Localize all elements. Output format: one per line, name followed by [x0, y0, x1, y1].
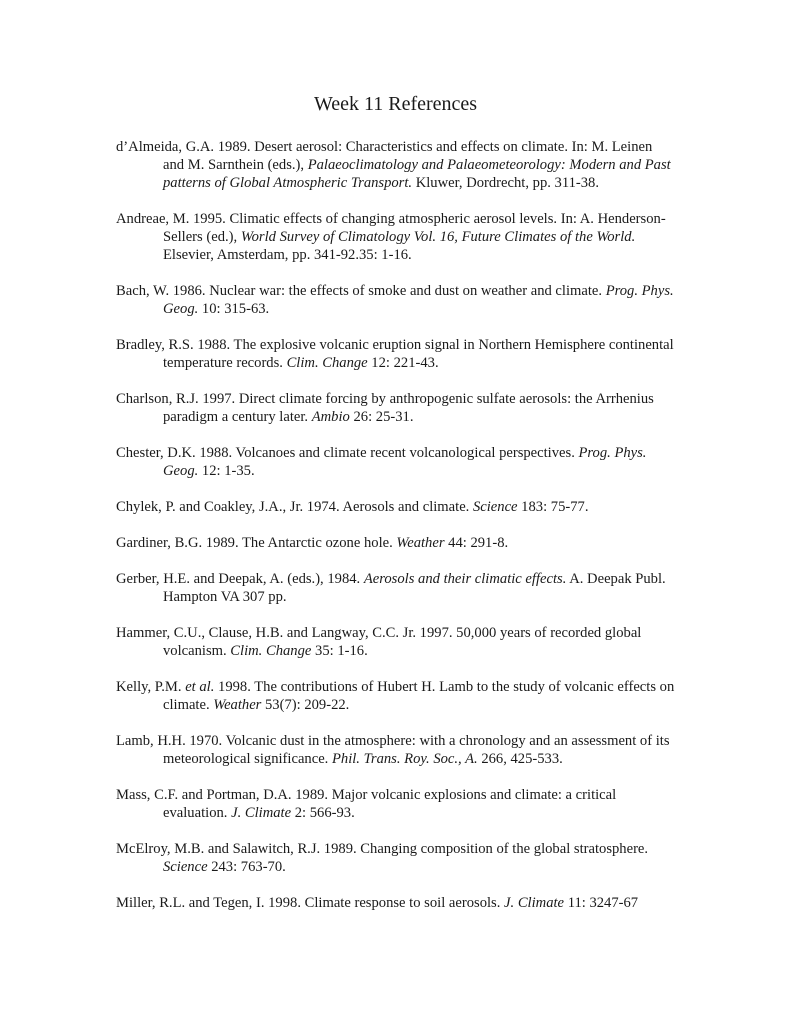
- reference-text: Gerber, H.E. and Deepak, A. (eds.), 1984.: [116, 571, 364, 587]
- reference-italic-text: Weather: [396, 535, 445, 551]
- reference-text: Bach, W. 1986. Nuclear war: the effects of smoke and dust on weather and climate.: [116, 283, 606, 299]
- reference-italic-text: Science: [163, 859, 208, 875]
- reference-text: 10: 315-63.: [198, 301, 270, 317]
- page-title: Week 11 References: [313, 93, 478, 115]
- reference-text: Kelly, P.M.: [116, 679, 186, 695]
- reference-entry: [116, 786, 676, 822]
- reference-text: Kluwer, Dordrecht, pp. 311-38.: [412, 175, 599, 191]
- reference-text: Elsevier, Amsterdam, pp. 341-92.35: 1-16.: [163, 247, 412, 263]
- reference-text: Gardiner, B.G. 1989. The Antarctic ozone hole.: [116, 535, 397, 551]
- reference-entry: [116, 138, 676, 192]
- reference-text: 2: 566-93.: [291, 805, 355, 821]
- reference-italic-text: Weather: [213, 697, 262, 713]
- reference-text: McElroy, M.B. and Salawitch, R.J. 1989. Changing composition of the global stratosphere.: [116, 841, 649, 857]
- reference-italic-text: Ambio: [311, 409, 350, 425]
- reference-text: Lamb, H.H. 1970. Volcanic dust in the atmosphere: with a chronology and an assessment of its meteorological significance.: [116, 733, 670, 767]
- reference-italic-text: World Survey of Climatology Vol. 16, Future Climates of the World.: [240, 229, 636, 245]
- reference-list: [116, 138, 676, 930]
- reference-italic-text: J. Climate: [231, 805, 292, 821]
- reference-entry: [116, 840, 676, 876]
- reference-italic-text: et al.: [185, 679, 215, 695]
- reference-italic-text: Clim. Change: [286, 355, 368, 371]
- reference-text: d’Almeida, G.A. 1989. Desert aerosol: Characteristics and effects on climate. In: M. Leinen and M. Sarnthein (eds.),: [116, 139, 653, 173]
- reference-text: 1998. The contributions of Hubert H. Lamb to the study of volcanic effects on climate.: [163, 679, 675, 713]
- reference-italic-text: Prog. Phys. Geog.: [163, 283, 674, 317]
- reference-text: Miller, R.L. and Tegen, I. 1998. Climate response to soil aerosols.: [116, 895, 505, 911]
- reference-entry: [116, 498, 676, 516]
- reference-text: 35: 1-16.: [311, 643, 368, 659]
- reference-text: Bradley, R.S. 1988. The explosive volcanic eruption signal in Northern Hemisphere continental temperature records.: [116, 337, 674, 371]
- reference-entry: [116, 534, 676, 552]
- reference-text: 26: 25-31.: [349, 409, 414, 425]
- reference-text: Hammer, C.U., Clause, H.B. and Langway, C.C. Jr. 1997. 50,000 years of recorded global volcanism.: [116, 625, 642, 659]
- reference-entry: [116, 210, 676, 264]
- reference-text: 12: 1-35.: [198, 463, 255, 479]
- reference-entry: [116, 678, 676, 714]
- reference-text: Chester, D.K. 1988. Volcanoes and climate recent volcanological perspectives.: [116, 445, 579, 461]
- reference-text: A. Deepak Publ. Hampton VA 307 pp.: [163, 571, 666, 605]
- reference-text: 243: 763-70.: [207, 859, 286, 875]
- reference-text: 266, 425-533.: [477, 751, 563, 767]
- reference-italic-text: Prog. Phys. Geog.: [163, 445, 647, 479]
- reference-entry: [116, 390, 676, 426]
- reference-text: 53(7): 209-22.: [261, 697, 350, 713]
- reference-text: Andreae, M. 1995. Climatic effects of changing atmospheric aerosol levels. In: A. Henderson-Sellers (ed.),: [116, 211, 666, 245]
- reference-entry: [116, 732, 676, 768]
- reference-entry: [116, 336, 676, 372]
- reference-italic-text: Aerosols and their climatic effects.: [363, 571, 567, 587]
- reference-text: Charlson, R.J. 1997. Direct climate forcing by anthropogenic sulfate aerosols: the Arrhenius paradigm a century later.: [116, 391, 654, 425]
- reference-entry: [116, 444, 676, 480]
- reference-italic-text: Clim. Change: [230, 643, 312, 659]
- reference-entry: [116, 624, 676, 660]
- reference-italic-text: Phil. Trans. Roy. Soc., A.: [331, 751, 478, 767]
- reference-text: Mass, C.F. and Portman, D.A. 1989. Major volcanic explosions and climate: a critical evaluation.: [116, 787, 617, 821]
- reference-text: 183: 75-77.: [517, 499, 589, 515]
- reference-text: Chylek, P. and Coakley, J.A., Jr. 1974. Aerosols and climate.: [116, 499, 473, 515]
- reference-italic-text: J. Climate: [504, 895, 565, 911]
- reference-entry: [116, 282, 676, 318]
- reference-italic-text: Science: [472, 499, 518, 515]
- reference-text: 12: 221-43.: [367, 355, 439, 371]
- reference-entry: [116, 570, 676, 606]
- reference-italic-text: Palaeoclimatology and Palaeometeorology: Modern and Past patterns of Global Atmospheric Transport.: [163, 157, 671, 191]
- reference-text: 44: 291-8.: [444, 535, 509, 551]
- reference-text: 11: 3247-67: [564, 895, 639, 911]
- reference-entry: [116, 894, 676, 912]
